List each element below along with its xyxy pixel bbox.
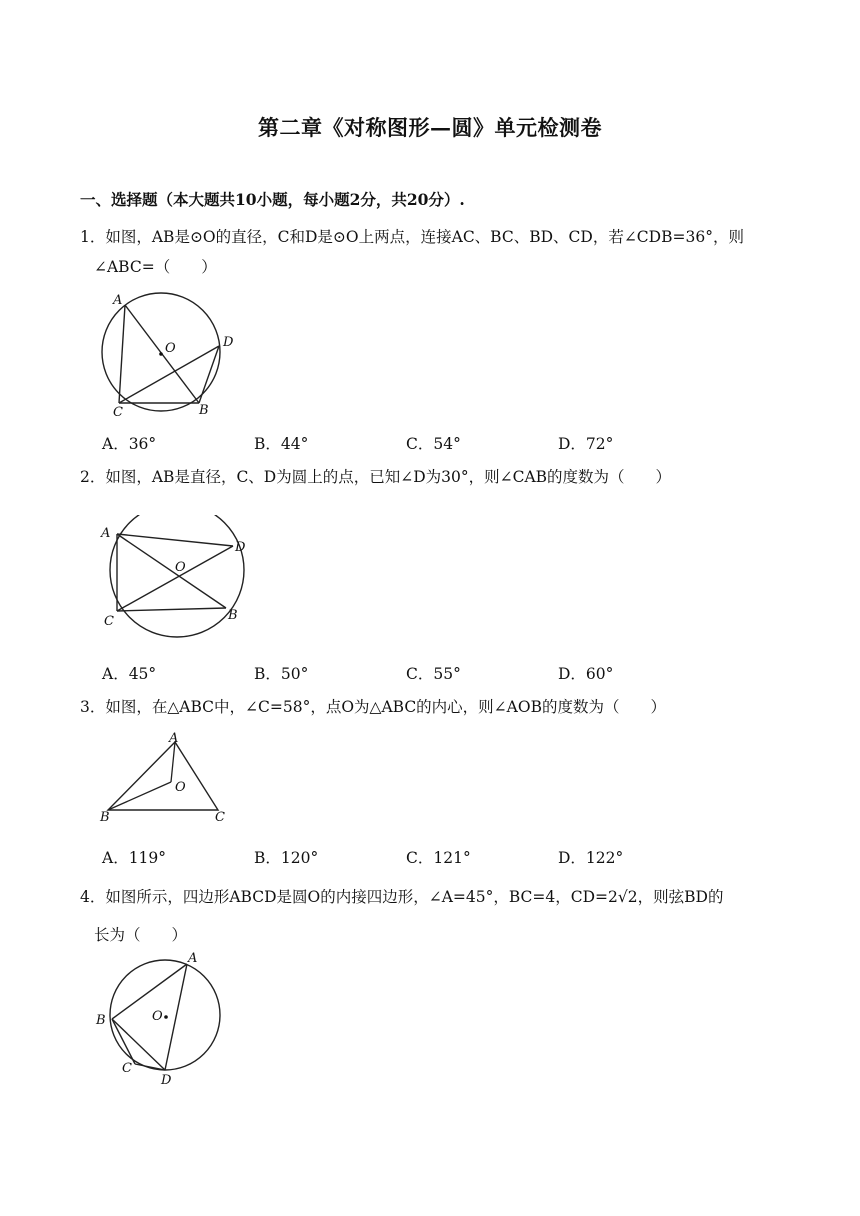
fig2-label-b: B (228, 608, 238, 623)
fig3-label-c: C (215, 810, 225, 825)
section-heading: 一、选择题（本大题共10小题，每小题2分，共20分）. (80, 190, 465, 209)
option-a: A．119° (102, 849, 167, 867)
fig3-label-b: B (100, 810, 110, 825)
question-1-text: 1．如图，AB是⊙O的直径，C和D是⊙O上两点，连接AC、BC、BD、CD，若∠CDB=36°，则 (80, 228, 744, 246)
option-c: C．55° (406, 665, 461, 683)
fig4-label-d: D (161, 1073, 172, 1088)
option-d: D．60° (558, 665, 614, 683)
option-c: C．121° (406, 849, 471, 867)
figure-1 (95, 290, 255, 420)
question-4 (80, 882, 790, 950)
page-title: 第二章《对称图形—圆》单元检测卷 (258, 115, 602, 140)
question-2-text: 2．如图，AB是直径，C、D为圆上的点，已知∠D为30°，则∠CAB的度数为（ ） (80, 468, 672, 486)
fig1-label-a: A (113, 293, 123, 308)
fig2-label-o: O (175, 560, 186, 575)
fig4-label-b: B (96, 1013, 106, 1028)
question-2 (80, 462, 790, 492)
option-b: B．120° (254, 849, 319, 867)
question-2-options (102, 662, 710, 684)
fig3-label-a: A (169, 731, 179, 746)
option-d: D．122° (558, 849, 624, 867)
fig1-label-o: O (165, 341, 176, 356)
fig2-label-d: D (235, 540, 246, 555)
question-3 (80, 692, 790, 722)
question-4-text: 4．如图所示，四边形ABCD是圆O的内接四边形，∠A=45°，BC=4，CD=2√2，则弦BD的 (80, 888, 724, 906)
question-3-options (102, 846, 710, 868)
fig4-label-c: C (122, 1061, 132, 1076)
option-b: B．44° (254, 435, 309, 453)
question-4-text-cont: 长为（ ） (94, 926, 188, 944)
fig2-label-a: A (101, 526, 111, 541)
question-1 (80, 222, 790, 282)
fig1-label-d: D (223, 335, 234, 350)
fig4-label-o: O (152, 1009, 163, 1024)
option-d: D．72° (558, 435, 614, 453)
option-a: A．36° (102, 435, 157, 453)
fig1-label-b: B (199, 403, 209, 418)
figure-2 (95, 515, 260, 640)
figure-3 (95, 728, 245, 830)
question-3-text: 3．如图，在△ABC中，∠C=58°，点O为△ABC的内心，则∠AOB的度数为（ ） (80, 698, 666, 716)
fig3-label-o: O (175, 780, 186, 795)
fig1-label-c: C (113, 405, 123, 420)
option-c: C．54° (406, 435, 461, 453)
option-a: A．45° (102, 665, 157, 683)
question-1-text-cont: ∠ABC=（ ） (94, 258, 217, 276)
option-b: B．50° (254, 665, 309, 683)
question-1-options (102, 432, 710, 454)
fig4-label-a: A (188, 951, 198, 966)
fig2-label-c: C (104, 614, 114, 629)
figure-4 (90, 948, 240, 1088)
